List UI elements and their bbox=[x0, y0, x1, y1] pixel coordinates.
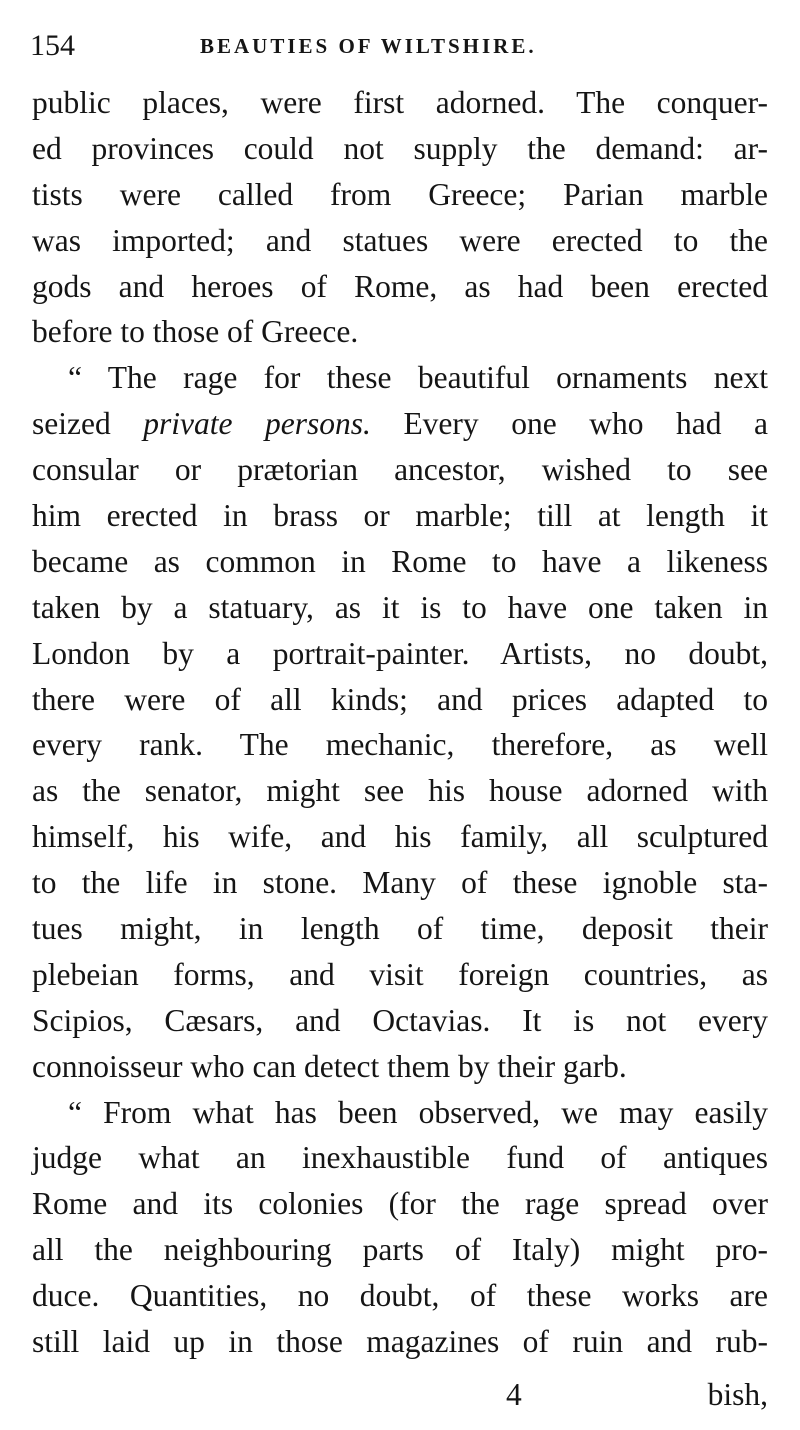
text-line: “ From what has been observed, we may easily bbox=[68, 1094, 768, 1130]
page-number: 154 bbox=[30, 29, 75, 62]
text-line: plebeian forms, and visit foreign countries, as bbox=[32, 956, 768, 992]
text-line: duce. Quantities, no doubt, of these works are bbox=[32, 1278, 768, 1314]
text-line: tues might, in length of time, deposit their bbox=[32, 911, 768, 947]
text-line: there were of all kinds; and prices adapted to bbox=[32, 681, 768, 717]
body-text bbox=[32, 80, 768, 1365]
text-line: all the neighbouring parts of Italy) might pro- bbox=[32, 1232, 768, 1268]
text-line: public places, were first adorned. The conquer- bbox=[32, 85, 768, 120]
text-line: became as common in Rome to have a likeness bbox=[32, 543, 768, 579]
text-line: Rome and its colonies (for the rage spread over bbox=[32, 1186, 768, 1222]
text-line: gods and heroes of Rome, as had been erected bbox=[32, 268, 768, 304]
page-footer bbox=[32, 1372, 768, 1418]
text-line: him erected in brass or marble; till at length it bbox=[32, 498, 768, 534]
text-line: “ The rage for these beautiful ornaments next bbox=[68, 360, 768, 396]
text-line: judge what an inexhaustible fund of antiques bbox=[32, 1140, 768, 1176]
catchword: bish, bbox=[707, 1377, 768, 1412]
text-line-with-italic bbox=[32, 401, 768, 447]
text-line: before to those of Greece. bbox=[32, 314, 359, 350]
running-head bbox=[30, 26, 770, 66]
text-line: as the senator, might see his house adorned with bbox=[32, 773, 768, 809]
text-line: taken by a statuary, as it is to have one taken in bbox=[32, 589, 768, 625]
signature-mark: 4 bbox=[506, 1377, 522, 1412]
text-line: still laid up in those magazines of ruin and rub- bbox=[32, 1324, 768, 1360]
text-line: tists were called from Greece; Parian marble bbox=[32, 176, 768, 212]
italic-phrase: private persons. bbox=[143, 406, 371, 442]
text-line: London by a portrait-painter. Artists, no doubt, bbox=[32, 635, 768, 671]
text-line: consular or prætorian ancestor, wished to see bbox=[32, 452, 768, 488]
running-title: BEAUTIES OF WILTSHIRE. bbox=[200, 34, 537, 58]
text-line: himself, his wife, and his family, all sculptured bbox=[32, 819, 768, 855]
text-line: every rank. The mechanic, therefore, as well bbox=[32, 727, 768, 763]
text-line: was imported; and statues were erected to the bbox=[32, 222, 768, 258]
text-fragment: Every one who had a bbox=[370, 406, 769, 442]
text-line: to the life in stone. Many of these ignoble sta- bbox=[32, 865, 768, 901]
text-line: Scipios, Cæsars, and Octavias. It is not every bbox=[32, 1002, 768, 1038]
text-line: ed provinces could not supply the demand: ar- bbox=[32, 130, 768, 166]
text-fragment: seized bbox=[32, 406, 144, 442]
text-line: connoisseur who can detect them by their garb. bbox=[32, 1048, 627, 1084]
